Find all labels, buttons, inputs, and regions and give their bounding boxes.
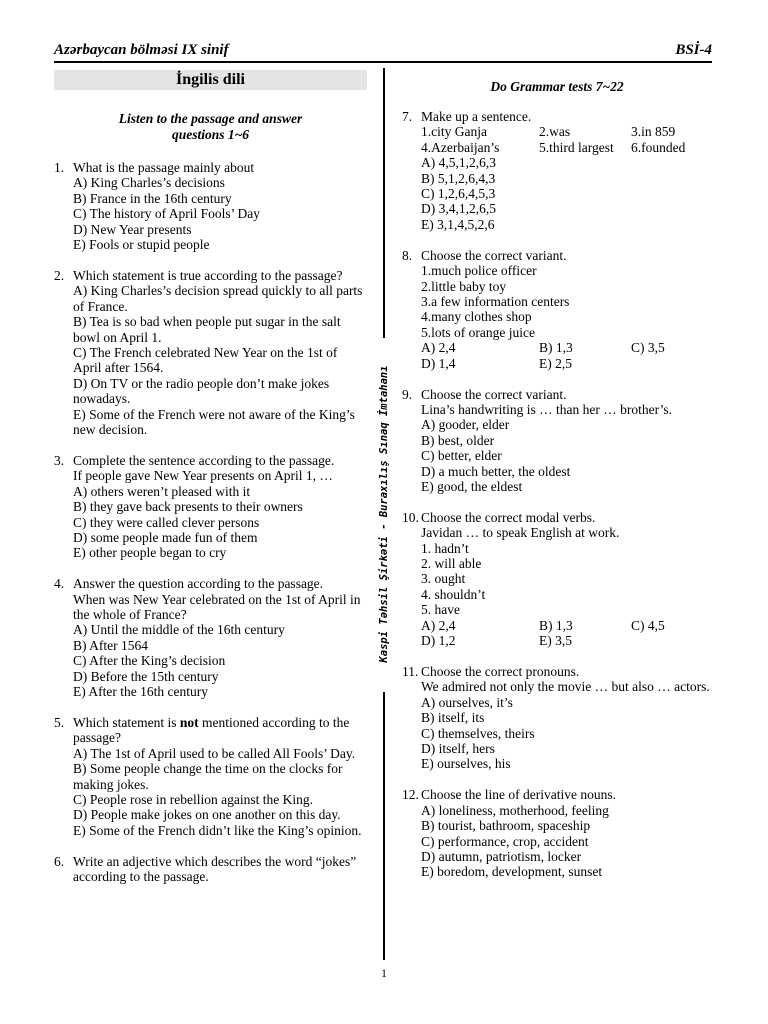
item: 2.little baby toy [421, 278, 507, 294]
subject-title: İngilis dili [54, 70, 367, 90]
question-3 [54, 453, 367, 561]
option: B) 1,3 [539, 617, 573, 633]
option: A) 4,5,1,2,6,3 [421, 155, 496, 171]
side-company-text: Kaspi Təhsil Şirkəti - Buraxılış Sınaq İmtahanı [378, 365, 390, 663]
word-list [402, 124, 712, 155]
option: B) Tea is so bad when people put sugar in the salt bowl on April 1. [73, 314, 341, 345]
question-prompt: We admired not only the movie … but also … actors. [421, 679, 710, 695]
option: C) better, elder [421, 448, 502, 464]
listening-instructions-line-2: questions 1~6 [171, 127, 250, 142]
question-11 [402, 664, 712, 772]
option: D) some people made fun of them [73, 529, 258, 545]
option: E) other people began to cry [73, 545, 227, 561]
option: B) 5,1,2,6,4,3 [421, 170, 496, 186]
option: E) Some of the French didn’t like the King’s opinion. [73, 822, 362, 838]
option: E) 3,1,4,5,2,6 [421, 216, 495, 232]
page-number: 1 [381, 966, 387, 980]
question-10 [402, 510, 712, 649]
question-9 [402, 387, 712, 495]
question-number: 2. [54, 267, 65, 283]
option: C) After the King’s decision [73, 653, 226, 669]
question-text: What is the passage mainly about [73, 160, 255, 175]
option: B) best, older [421, 432, 495, 448]
question-number: 8. [402, 247, 413, 263]
option: E) After the 16th century [73, 684, 208, 700]
option: D) 3,4,1,2,6,5 [421, 201, 496, 217]
item: 2. will able [421, 556, 482, 572]
option: C) they were called clever persons [73, 514, 260, 530]
option: B) they gave back presents to their owners [73, 499, 303, 515]
header-rule [54, 61, 712, 63]
question-text-part: Which statement is [73, 715, 180, 730]
question-number: 1. [54, 160, 65, 175]
vertical-divider-top [383, 68, 385, 338]
word-item: 1.city Ganja [421, 124, 487, 140]
item: 3.a few information centers [421, 293, 570, 309]
option: C) 3,5 [631, 340, 665, 356]
question-text: Which statement is true according to the passage? [73, 267, 343, 283]
item: 1.much police officer [421, 263, 537, 279]
option: E) Some of the French were not aware of the King’s new decision. [73, 406, 355, 437]
answer-grid [402, 618, 712, 649]
question-number: 5. [54, 715, 65, 730]
listening-instructions [54, 111, 367, 143]
option: C) themselves, theirs [421, 725, 535, 741]
question-text-emphasis: not [179, 715, 199, 730]
option: D) People make jokes on one another on this day. [73, 807, 341, 823]
answer-grid [402, 340, 712, 371]
option: B) After 1564 [73, 637, 148, 653]
header-test-code: BSİ-4 [675, 42, 712, 58]
option: E) boredom, development, sunset [421, 864, 603, 880]
option: A) The 1st of April used to be called All Fools’ Day. [73, 745, 356, 761]
question-text: Answer the question according to the passage. [73, 576, 324, 592]
question-number: 9. [402, 386, 413, 402]
option: D) 1,2 [421, 633, 456, 649]
word-item: 5.third largest [539, 139, 614, 155]
option: B) itself, its [421, 710, 485, 726]
word-item: 2.was [539, 124, 571, 140]
question-6 [54, 854, 367, 885]
vertical-divider-bottom [383, 692, 385, 960]
option: D) Before the 15th century [73, 668, 219, 684]
question-text: Choose the correct pronouns. [421, 664, 580, 679]
option: C) 1,2,6,4,5,3 [421, 186, 496, 202]
option: E) 2,5 [539, 355, 572, 371]
question-5 [54, 715, 367, 838]
option: A) loneliness, motherhood, feeling [421, 802, 609, 818]
right-column [402, 70, 712, 895]
question-number: 10. [402, 509, 419, 525]
option: E) Fools or stupid people [73, 237, 210, 253]
option: C) People rose in rebellion against the King. [73, 792, 313, 808]
option: A) King Charles’s decisions [73, 175, 225, 191]
item: 3. ought [421, 571, 466, 587]
question-prompt: When was New Year celebrated on the 1st of April in the whole of France? [73, 591, 361, 623]
question-number: 12. [402, 787, 419, 803]
question-text [73, 715, 367, 746]
question-1 [54, 160, 367, 252]
question-number: 7. [402, 109, 413, 124]
question-number: 6. [54, 853, 65, 869]
option: A) 2,4 [421, 617, 456, 633]
option: D) On TV or the radio people don’t make jokes nowadays. [73, 375, 330, 407]
option: C) performance, crop, accident [421, 833, 589, 849]
header-section-label: Azərbaycan bölməsi IX sinif [54, 42, 229, 58]
item: 1. hadn’t [421, 540, 469, 556]
item: 5. have [421, 602, 460, 618]
word-item: 3.in 859 [631, 124, 676, 140]
option: D) autumn, patriotism, locker [421, 848, 582, 864]
option: C) The French celebrated New Year on the 1st of April after 1564. [73, 344, 338, 376]
option: E) good, the eldest [421, 478, 523, 494]
question-7 [402, 109, 712, 232]
question-prompt: Lina’s handwriting is … than her … brother’s. [421, 401, 672, 417]
option: B) tourist, bathroom, spaceship [421, 818, 591, 834]
question-8 [402, 248, 712, 371]
option: B) France in the 16th century [73, 190, 232, 206]
option: A) King Charles’s decision spread quickly to all parts of France. [73, 283, 363, 314]
question-text: Complete the sentence according to the passage. [73, 452, 335, 468]
word-item: 4.Azerbaijan’s [421, 139, 500, 155]
item: 4. shouldn’t [421, 586, 486, 602]
option: B) 1,3 [539, 340, 573, 356]
question-text: Choose the correct variant. [421, 247, 567, 263]
question-2 [54, 268, 367, 437]
grammar-instructions: Do Grammar tests 7~22 [490, 79, 624, 94]
question-number: 4. [54, 576, 65, 592]
option: C) 4,5 [631, 617, 665, 633]
option: D) 1,4 [421, 355, 456, 371]
left-column [54, 70, 367, 900]
option: D) New Year presents [73, 221, 192, 237]
question-prompt: Javidan … to speak English at work. [421, 525, 620, 541]
option: D) a much better, the oldest [421, 463, 571, 479]
option: A) others weren’t pleased with it [73, 483, 251, 499]
option: A) Until the middle of the 16th century [73, 622, 285, 638]
question-text: Write an adjective which describes the word “jokes” according to the passage. [73, 853, 357, 885]
listening-instructions-line-1: Listen to the passage and answer [118, 111, 303, 126]
option: B) Some people change the time on the clocks for making jokes. [73, 761, 343, 792]
option: A) 2,4 [421, 340, 456, 356]
option: E) ourselves, his [421, 756, 511, 772]
option: E) 3,5 [539, 633, 572, 649]
question-prompt: If people gave New Year presents on April 1, … [73, 468, 333, 484]
question-number: 3. [54, 452, 65, 468]
word-item: 6.founded [631, 139, 686, 155]
item: 5.lots of orange juice [421, 324, 535, 340]
question-text: Make up a sentence. [421, 109, 532, 124]
question-text: Choose the correct modal verbs. [421, 509, 596, 525]
question-number: 11. [402, 664, 419, 679]
question-12 [402, 787, 712, 879]
question-text: Choose the line of derivative nouns. [421, 787, 616, 803]
option: D) itself, hers [421, 741, 495, 757]
option: A) ourselves, it’s [421, 694, 513, 710]
question-text-part: mentioned according to the passage? [73, 715, 350, 746]
option: C) The history of April Fools’ Day [73, 206, 260, 222]
question-4 [54, 576, 367, 699]
question-text: Choose the correct variant. [421, 386, 567, 402]
item: 4.many clothes shop [421, 309, 532, 325]
option: A) gooder, elder [421, 417, 510, 433]
